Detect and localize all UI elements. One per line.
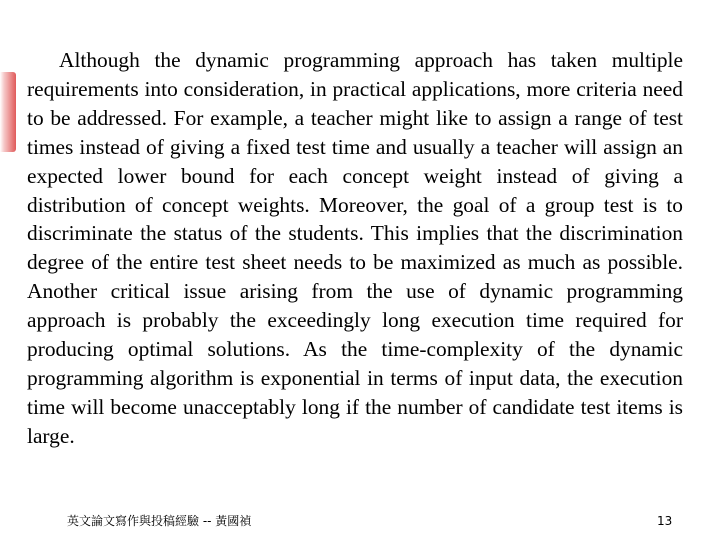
slide-body-text: Although the dynamic programming approach has taken multiple requirements into consideration, in practical applications, more criteria need to be addressed. For example, a teacher might like to assign a range of test times instead of giving a fixed test time and usually a teacher will assign an expected lower bound for each concept weight instead of giving a distribution of concept weights. Moreover, the goal of a group test is to discriminate the status of the students. This implies that the discrimination degree of the entire test sheet needs to be maximized as much as possible. Another critical issue arising from the use of dynamic programming approach is probably the exceedingly long execution time required for producing optimal solutions. As the time-complexity of the dynamic programming algorithm is exponential in terms of input data, the execution time will become unacceptably long if the number of candidate test items is large. [27, 48, 683, 448]
accent-bar [0, 72, 16, 152]
footer-author-text: 英文論文寫作與投稿經驗 -- 黃國禎 [67, 514, 252, 528]
page-number: 13 [657, 514, 673, 528]
